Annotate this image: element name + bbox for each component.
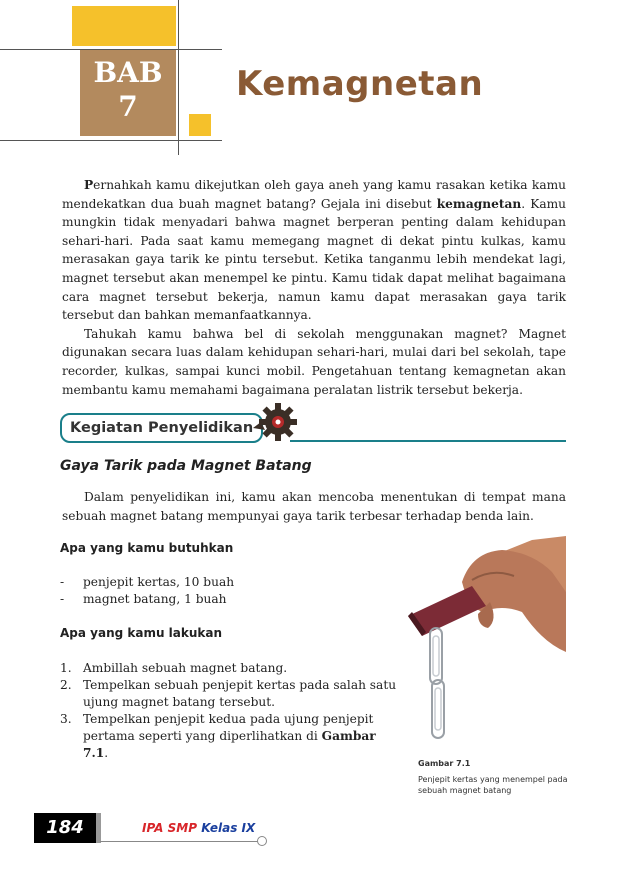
footer-grade: Kelas IX (201, 821, 256, 835)
caption-text: Penjepit kertas yang menempel pada sebuah magnet batang (418, 775, 568, 795)
list-item: 2. Tempelkan sebuah penjepit kertas pada salah satu ujung magnet batang tersebut. (60, 678, 397, 709)
footer-rule-end (257, 836, 267, 846)
footer-book-title (142, 821, 255, 835)
footer-subject: IPA SMP (142, 821, 198, 835)
chapter-badge-number: 7 (118, 90, 138, 123)
figure-reference: Gambar 7.1 (83, 729, 376, 760)
needs-heading: Apa yang kamu butuhkan (60, 541, 234, 555)
footer-accent (96, 813, 101, 843)
gear-icon (251, 402, 301, 444)
chapter-title: Kemagnetan (236, 64, 484, 104)
list-item: - magnet batang, 1 buah (60, 592, 227, 606)
intro-p1-a: ernahkah kamu dikejutkan oleh gaya aneh yang kamu rasakan ketika kamu mendekatkan dua buah magnet batang? Gejala ini disebut (62, 178, 566, 211)
caption-title: Gambar 7.1 (418, 759, 471, 768)
activity-intro (62, 488, 566, 525)
list-item: 1. Ambillah sebuah magnet batang. (60, 661, 288, 675)
activity-intro-text: Dalam penyelidikan ini, kamu akan mencoba menentukan di tempat mana sebuah magnet batang mempunyai gaya tarik terbesar terhadap benda lain. (62, 490, 566, 523)
page-number: 184 (34, 813, 96, 843)
needs-list (60, 574, 405, 608)
activity-underline (290, 440, 566, 442)
header-divider-vertical (178, 0, 179, 155)
list-item: - penjepit kertas, 10 buah (60, 575, 235, 589)
keyword-kemagnetan: kemagnetan (436, 196, 522, 211)
steps-heading: Apa yang kamu lakukan (60, 626, 223, 640)
activity-title: Gaya Tarik pada Magnet Batang (60, 458, 312, 474)
list-item: 3. Tempelkan penjepit kedua pada ujung penjepit pertama seperti yang diperlihatkan di Gambar 7.1. (60, 712, 376, 760)
drop-letter: P (84, 178, 94, 192)
intro-text (62, 176, 566, 399)
header-yellow-block (72, 6, 176, 46)
intro-p1-b: . Kamu mungkin tidak menyadari bahwa magnet berperan penting dalam kehidupan sehari-hari. Pada saat kamu memegang magnet di dekat pintu kulkas, kamu merasakan gaya tarik ke pintu tersebut. Ketika tanganmu lebih mendekat lagi, magnet tersebut akan menempel ke pintu. Kamu tidak dapat melihat bagaimana cara magnet tersebut bekerja, namun kamu dapat merasakan gaya tarik tersebut dan bahkan memanfaatkannya. (62, 196, 566, 323)
intro-paragraph-1 (62, 176, 566, 325)
chapter-badge (80, 50, 176, 136)
header-yellow-square (189, 114, 211, 136)
chapter-badge-label: BAB (93, 56, 163, 89)
footer-rule (100, 841, 260, 842)
header-divider-bottom (0, 140, 222, 141)
figure-caption (418, 758, 568, 796)
intro-paragraph-2: Tahukah kamu bahwa bel di sekolah menggunakan magnet? Magnet digunakan secara luas dalam kehidupan sehari-hari, mulai dari bel sekolah, tape recorder, kulkas, sampai kunci mobil. Pengetahuan tentang kemagnetan akan membantu kamu memahami bagaimana peralatan listrik tersebut bekerja. (62, 326, 566, 397)
figure-image (402, 532, 566, 747)
steps-list (60, 660, 405, 762)
activity-label: Kegiatan Penyelidikan (60, 413, 263, 443)
